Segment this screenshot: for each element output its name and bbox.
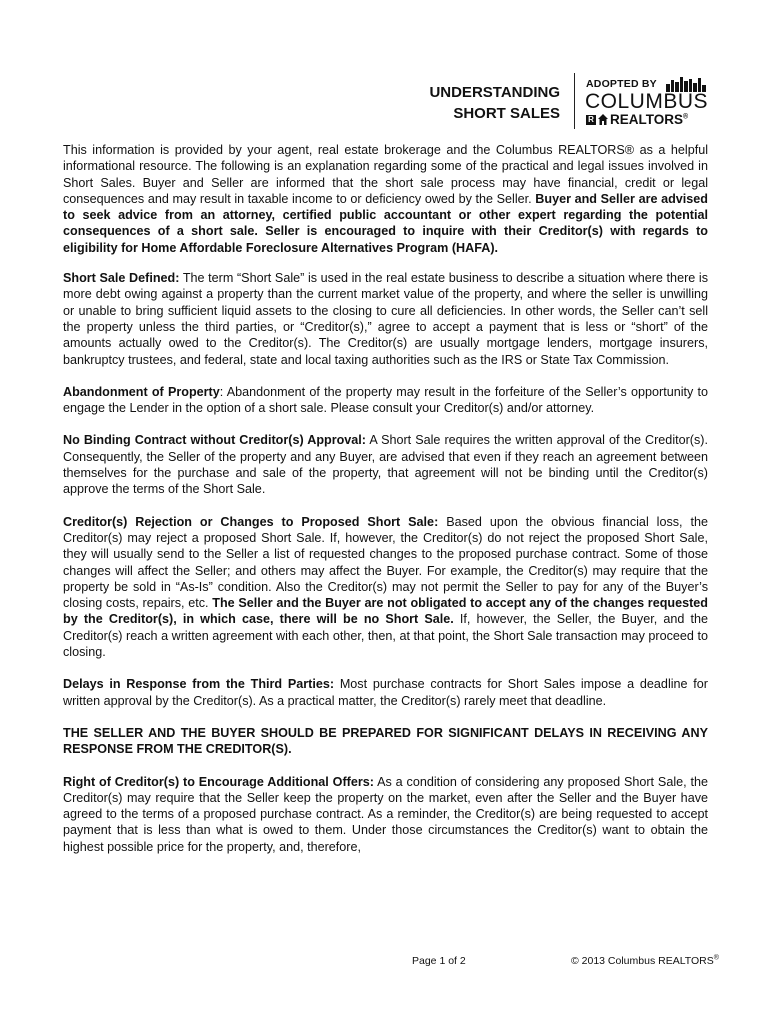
page-number: Page 1 of 2 <box>412 955 466 967</box>
realtor-r-icon: R <box>586 115 596 125</box>
abandonment-paragraph <box>63 384 708 417</box>
no-binding-contract-text: A Short Sale requires the written approval of the Creditor(s). Consequently, the Seller of the property and any Buyer, are advised that even if they reach an agreement between themselves for the purchase and sale of the property, that agreement will not be binding until the Creditor(s) approve the terms of the Short Sale. <box>63 433 708 497</box>
creditor-rejection-paragraph <box>63 514 708 661</box>
document-body <box>63 142 708 871</box>
house-icon <box>598 114 608 125</box>
creditor-rejection-emphasis: The Seller and the Buyer are not obligated to accept any of the changes requested by the Creditor(s), in which case, there will be no Short Sale. <box>63 596 708 627</box>
title-line-2: SHORT SALES <box>453 105 560 122</box>
additional-offers-paragraph <box>63 774 708 855</box>
creditor-rejection-text: Based upon the obvious financial loss, the Creditor(s) may reject a proposed Short Sale. If, however, the Creditor(s) do not reject the proposed Short Sale, they will usually send to the Seller a list of requested changes to the proposed purchase contract. Some of those changes will affect the Seller; and others may affect the Buyer. For example, the Creditor(s) may require that the property be sold in “As-Is” condition. Also the Creditor(s) may not permit the Seller to pay for any of the Buyer’s closing costs, repairs, etc. <box>63 514 708 611</box>
copyright-reg-mark: ® <box>713 954 719 962</box>
logo-org-name <box>610 113 688 127</box>
logo-city-name: COLUMBUS <box>585 90 709 113</box>
additional-offers-heading: Right of Creditor(s) to Encourage Additional Offers: <box>63 774 374 789</box>
delays-paragraph <box>63 676 708 709</box>
abandonment-heading: Abandonment of Property <box>63 384 220 399</box>
intro-paragraph <box>63 142 708 256</box>
additional-offers-text: As a condition of considering any proposed Short Sale, the Creditor(s) may require that the Seller keep the property on the market, even after the Seller and the Buyer have agreed to the terms of a proposed purchase contract. As a reminder, the Creditor(s) are being requested to accept payment that is less than what is owed to them. Under those circumstances the Creditor(s) want to obtain the highest possible price for the property, and, therefore, <box>63 774 708 854</box>
no-binding-contract-paragraph <box>63 432 708 497</box>
logo-reg-mark: ® <box>683 113 689 121</box>
header-divider <box>574 73 575 129</box>
short-sale-defined-heading: Short Sale Defined: <box>63 271 180 286</box>
columbus-realtors-logo <box>584 76 712 128</box>
delays-text: Most purchase contracts for Short Sales impose a deadline for written approval by the Creditor(s). As a practical matter, the Creditor(s) rarely meet that deadline. <box>63 677 708 708</box>
no-binding-contract-heading: No Binding Contract without Creditor(s) Approval: <box>63 433 367 448</box>
copyright-notice <box>571 955 719 967</box>
delays-warning: THE SELLER AND THE BUYER SHOULD BE PREPARED FOR SIGNIFICANT DELAYS IN RECEIVING ANY RESPONSE FROM THE CREDITOR(S). <box>63 725 708 757</box>
intro-text: This information is provided by your agent, real estate brokerage and the Columbus REALTORS® as a helpful informational resource. The following is an explanation regarding some of the practical and legal issues involved in Short Sales. Buyer and Seller are informed that the short sale process may have financial, credit or legal consequences and may result in taxable income to or deficiency owed by the Seller. <box>63 143 708 206</box>
adopted-by-label: ADOPTED BY <box>586 78 657 90</box>
creditor-rejection-heading: Creditor(s) Rejection or Changes to Proposed Short Sale: <box>63 514 439 529</box>
logo-org-text: REALTORS <box>610 112 684 127</box>
intro-advisory: Buyer and Seller are advised to seek advice from an attorney, certified public accountant or other expert regarding the potential consequences of a short sale. Seller is encouraged to inquire with their Creditor(s) with regards to eligibility for Home Affordable Foreclosure Alternatives Program (HAFA). <box>63 191 709 255</box>
title-line-1: UNDERSTANDING <box>429 84 560 101</box>
copyright-text: © 2013 Columbus REALTORS <box>571 955 714 967</box>
delays-heading: Delays in Response from the Third Parties: <box>63 677 335 692</box>
creditor-rejection-text-2: If, however, the Seller, the Buyer, and the Creditor(s) reach a written agreement with each other, then, at that point, the Short Sale transaction may proceed to closing. <box>63 612 708 660</box>
document-title <box>388 82 560 124</box>
short-sale-defined-paragraph <box>63 270 708 368</box>
short-sale-defined-text: The term “Short Sale” is used in the real estate business to describe a situation where there is more debt owing against a property than the current market value of the property, and where the seller is unwilling or unable to bring sufficient liquid assets to the closing to cure all deficiencies. In other words, the Seller can’t sell the property unless the third parties, or “Creditor(s),” agree to accept a payment that is less or “short” of the amounts actually owed to the Creditor(s). The Creditor(s) are usually mortgage lenders, mortgage insurers, bankruptcy trustees, and federal, state and local taxing authorities such as the IRS or State Tax Commission. <box>63 271 708 367</box>
abandonment-text: : Abandonment of the property may result in the forfeiture of the Seller’s opportunity to engage the Lender in the option of a short sale. Please consult your Creditor(s) and/or attorney. <box>63 384 709 416</box>
